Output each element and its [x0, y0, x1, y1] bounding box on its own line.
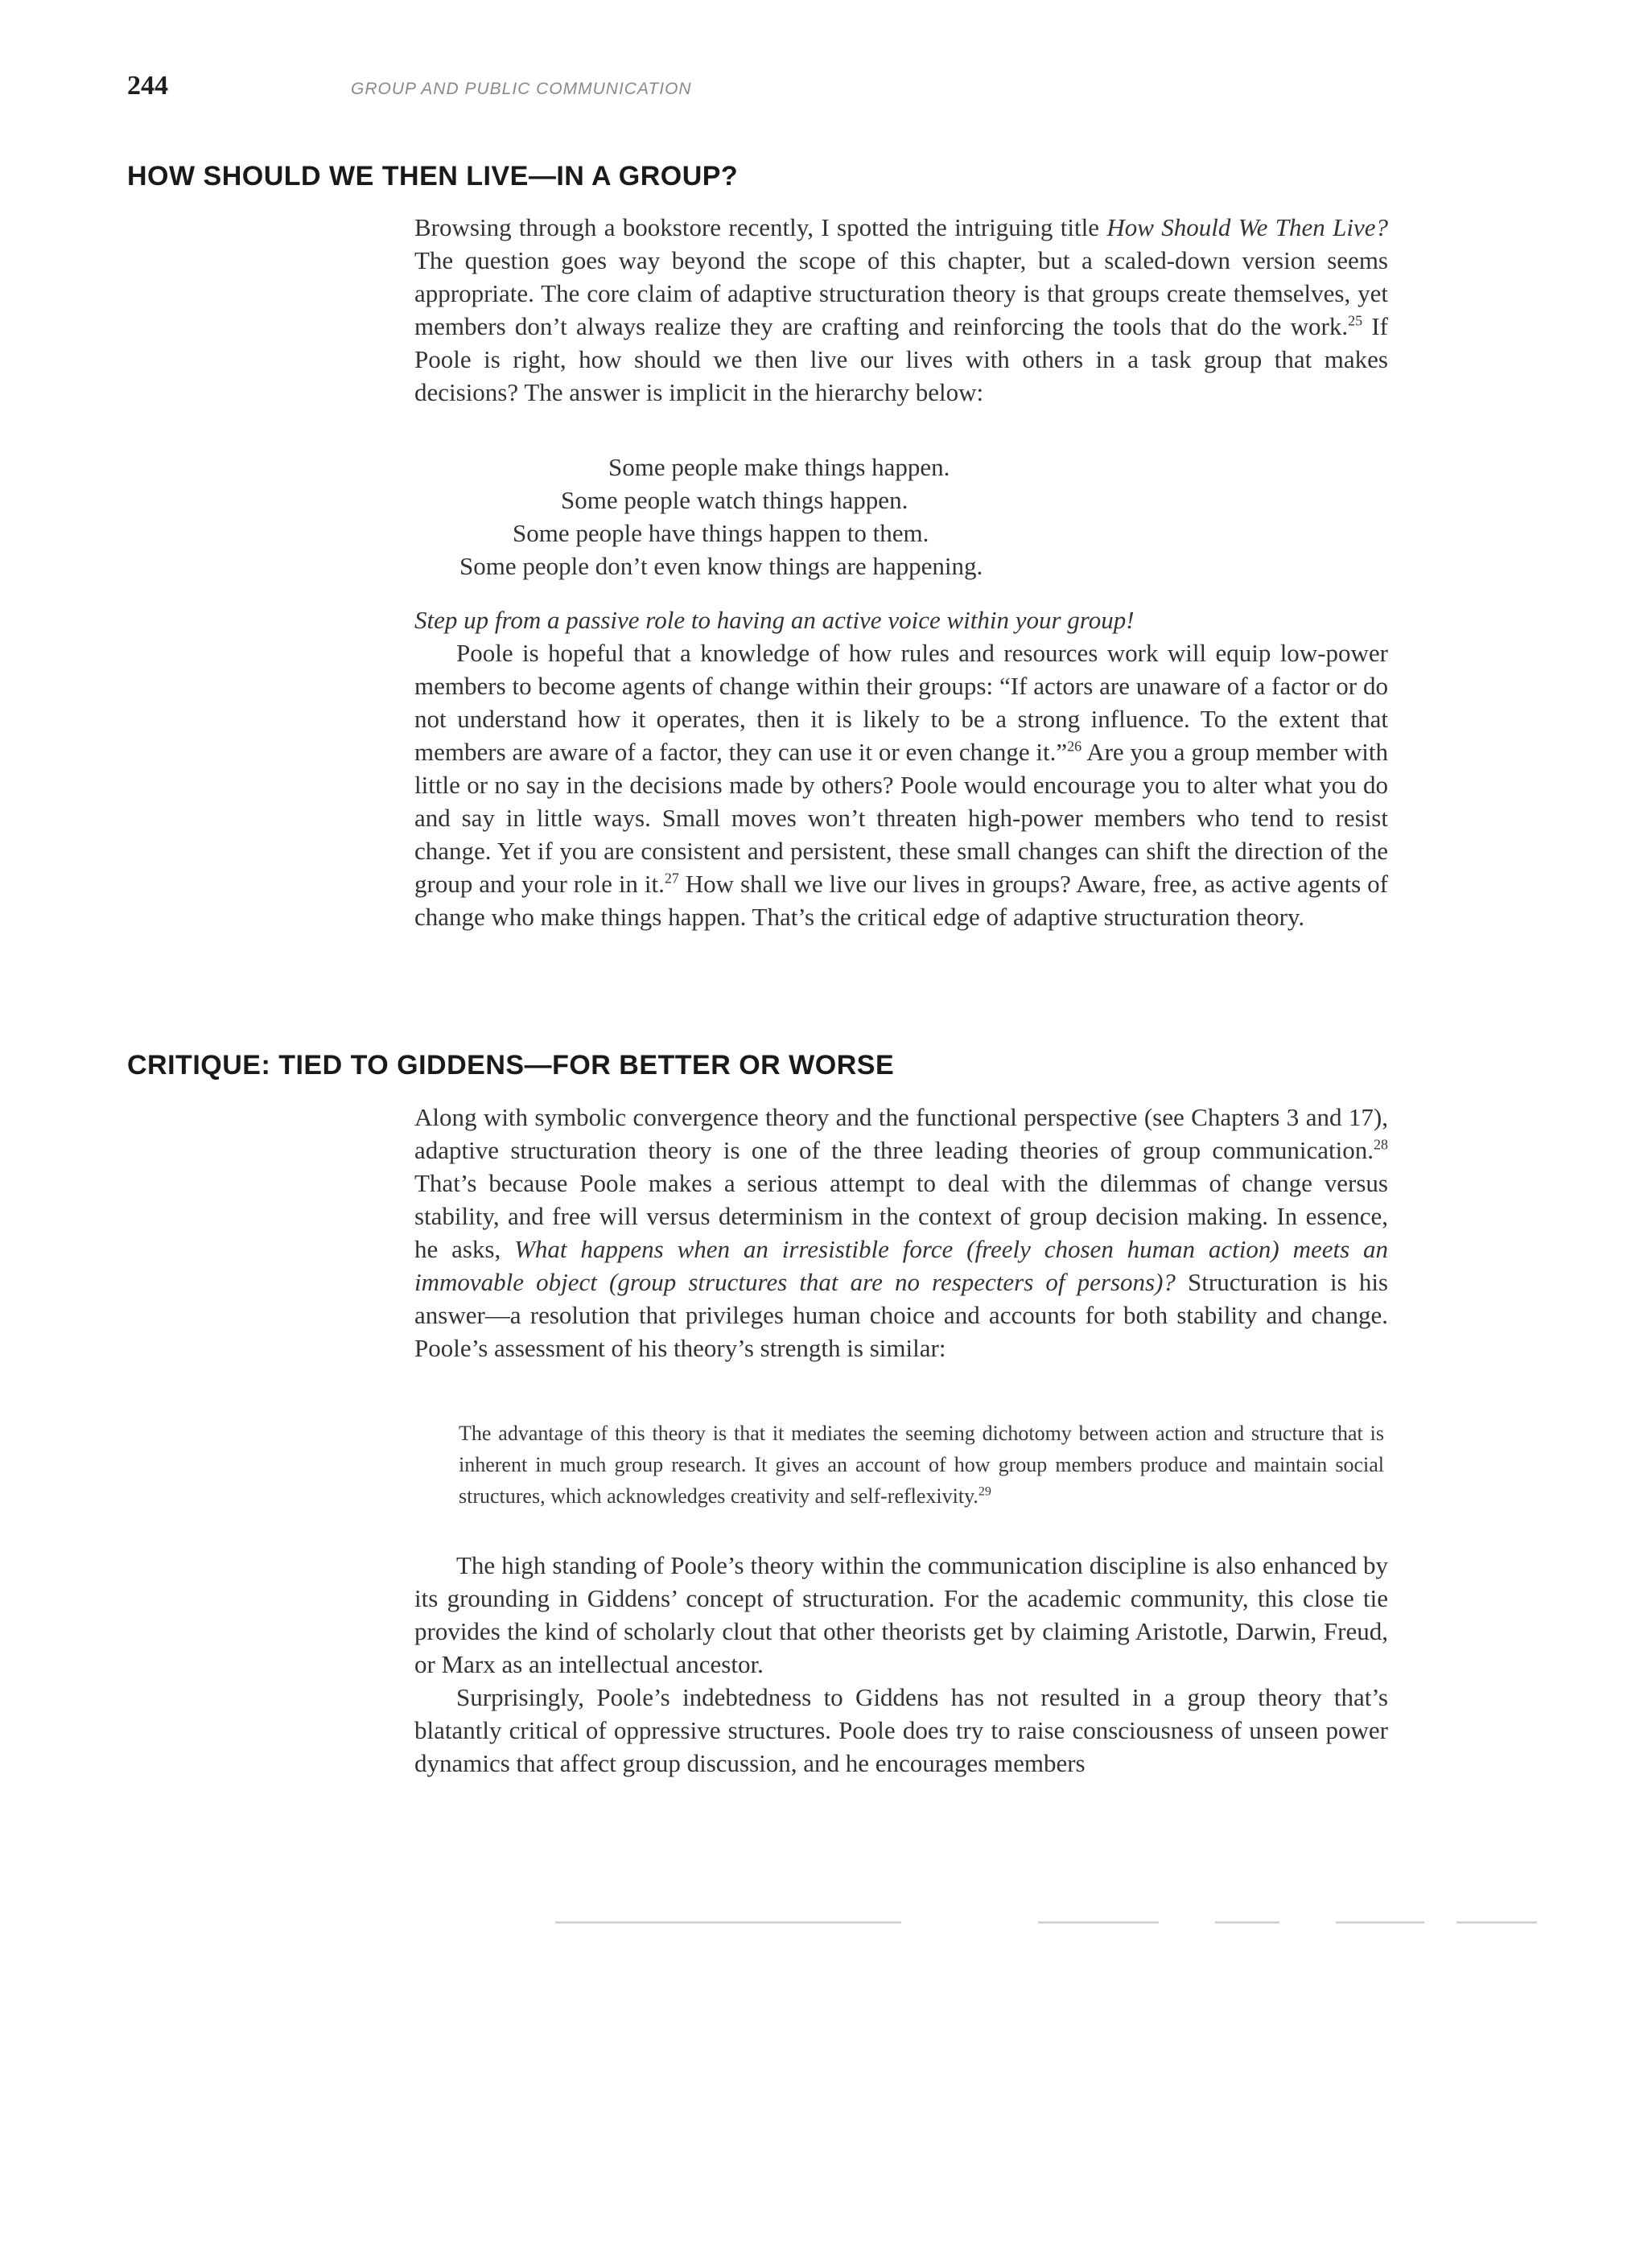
paragraph: Poole is hopeful that a knowledge of how rules and resources work will equip low-power members to become agents of change within their groups: “If actors are unaware of a factor or do not understand how it operates, then it is likely to be a strong influence. To the extent that members are aware of a factor, they can use it or even change it.”$^{26}$ Are you a group member with little or no say in the decisions made by others? Poole would encourage you to alter what you do and say in little ways. Small moves won’t threaten high-power members who tend to resist change. Yet if you are consistent and persistent, these small changes can shift the direction of the group and your role in it.$^{27}$ How shall we live our lives in groups? Aware, free, as active agents of change who make things happen. That’s the critical edge of adaptive structuration theory. — [414, 639, 1388, 931]
running-title: GROUP AND PUBLIC COMMUNICATION — [351, 80, 692, 98]
paragraph: Along with symbolic convergence theory and the functional perspective (see Chapters 3 and 17), adaptive structuration theory is one of the three leading theories of group communication.$^{28}$ That’s because Poole makes a serious attempt to deal with the dilemmas of change versus stability, and free will versus determinism in the context of group decision making. In essence, he asks, What happens when an irresistible force (freely chosen human action) meets an immovable object (group structures that are no respecters of persons)? Structuration is his answer—a resolution that privileges human choice and accounts for both stability and change. Poole’s assessment of his theory’s strength is similar: — [414, 1103, 1388, 1362]
hierarchy-line: Some people watch things happen. — [561, 486, 908, 514]
footnote-ref: 28 — [1374, 1136, 1388, 1153]
hierarchy-line: Some people don’t even know things are happening. — [459, 552, 983, 580]
scan-artifact-lines — [0, 1921, 1648, 1926]
block-quote: The advantage of this theory is that it mediates the seeming dichotomy between action and structure that is inherent in much group research. It gives an account of how group members produce and maintain social structures, which acknowledges creativity and self-reflexivity.$^{29}$ — [459, 1422, 1384, 1508]
running-head — [127, 71, 692, 109]
section1-paragraph-1 — [414, 211, 1388, 409]
footnote-ref: 25 — [1348, 312, 1363, 329]
book-title: How Should We Then Live? — [1106, 213, 1388, 241]
paragraph: Surprisingly, Poole’s indebtedness to Giddens has not resulted in a group theory that’s blatantly critical of oppressive structures. Poole does try to raise consciousness of unseen power dynamics that affect group discussion, and he encourages members — [414, 1683, 1388, 1777]
exhortation: Step up from a passive role to having an active voice within your group! — [414, 606, 1135, 634]
section-heading-critique: CRITIQUE: TIED TO GIDDENS—FOR BETTER OR WORSE — [127, 1050, 895, 1080]
section1-paragraph-2 — [414, 603, 1388, 933]
section-heading-how-should-we-live: HOW SHOULD WE THEN LIVE—IN A GROUP? — [127, 161, 739, 191]
footnote-ref: 26 — [1067, 738, 1082, 755]
hierarchy-line: Some people have things happen to them. — [513, 519, 929, 547]
section2-paragraph-2 — [414, 1549, 1388, 1780]
hierarchy-line: Some people make things happen. — [608, 453, 950, 481]
italic-question: What happens when an irresistible force (freely chosen human action) meets an immovable object (group structures that are no respecters of persons)? — [414, 1235, 1388, 1296]
paragraph: The high standing of Poole’s theory within the communication discipline is also enhanced by its grounding in Giddens’ concept of structuration. For the academic community, this close tie provides the kind of scholarly clout that other theorists get by claiming Aristotle, Darwin, Freud, or Marx as an intellectual ancestor. — [414, 1551, 1388, 1678]
page-number: 244 — [127, 71, 168, 101]
footnote-ref: 27 — [664, 870, 679, 887]
section2-paragraph-1 — [414, 1101, 1388, 1365]
paragraph: Browsing through a bookstore recently, I spotted the intriguing title How Should We Then Live? The question goes way beyond the scope of this chapter, but a scaled-down version seems appropriate. The core claim of adaptive structuration theory is that groups create themselves, yet members don’t always realize they are crafting and reinforcing the tools that do the work.$^{25}$ If Poole is right, how should we then live our lives with others in a task group that makes decisions? The answer is implicit in the hierarchy below: — [414, 213, 1388, 406]
footnote-ref: 29 — [978, 1484, 991, 1499]
